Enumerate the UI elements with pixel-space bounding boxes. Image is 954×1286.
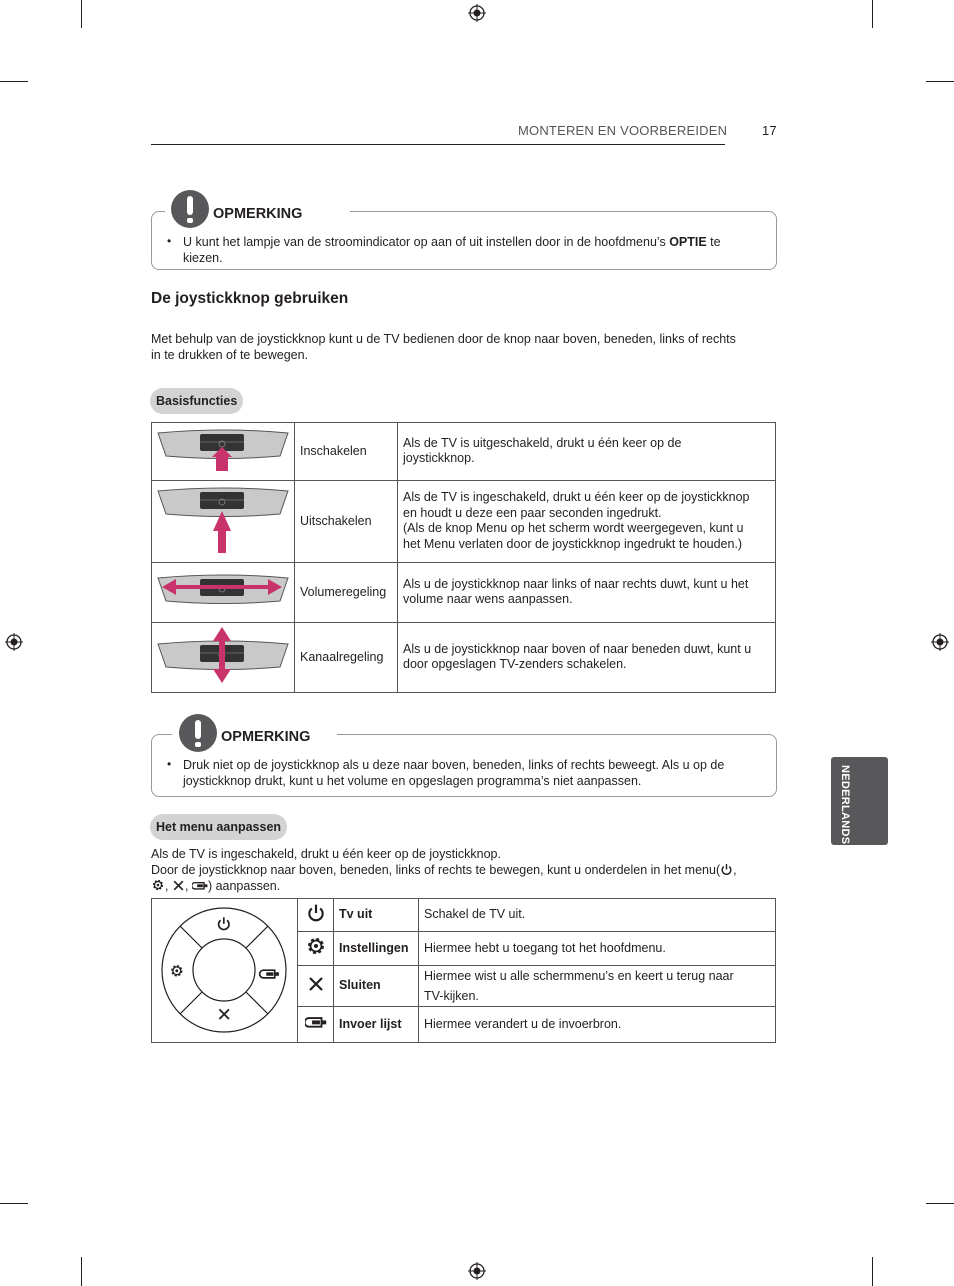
- function-name: Inschakelen: [295, 423, 398, 481]
- section-title: De joystickknop gebruiken: [151, 290, 349, 307]
- function-desc: Als u de joystickknop naar boven of naar beneden duwt, kunt u door opgeslagen TV-zenders schakelen.: [398, 622, 776, 693]
- language-tab: NEDERLANDS: [831, 757, 888, 845]
- crop-mark: [0, 81, 28, 82]
- table-row: [152, 563, 776, 623]
- joystick-hold-diagram: [152, 481, 294, 558]
- function-desc: Als de TV is ingeschakeld, drukt u één keer op de joystickknop en houdt u deze een paar seconden ingedrukt. (Als de knop Menu op het scherm wordt weergegeven, kunt u het Menu verlaten door de joystickknop ingedrukt te houden.): [398, 480, 776, 563]
- bullet: •: [167, 757, 172, 771]
- registration-mark-icon: [468, 4, 486, 22]
- crop-mark: [872, 0, 873, 28]
- joystick-illustration: [152, 622, 295, 693]
- crop-mark: [81, 1257, 82, 1286]
- function-name: Kanaalregeling: [295, 622, 398, 693]
- registration-mark-icon: [5, 633, 23, 651]
- joystick-illustration: [152, 563, 295, 623]
- joystick-menu-illustration: [152, 899, 298, 1043]
- table-row: [152, 622, 776, 693]
- joystick-illustration: [152, 423, 295, 481]
- basic-functions-label: Basisfuncties: [150, 388, 243, 414]
- crop-mark: [0, 1203, 28, 1204]
- gear-icon: [151, 878, 165, 892]
- menu-item-desc: Hiermee wist u alle schermmenu’s en keert u terug naar TV-kijken.: [419, 965, 776, 1006]
- exclamation-icon: [171, 190, 209, 228]
- note-title: OPMERKING: [221, 729, 311, 745]
- menu-item-name: Instellingen: [334, 932, 419, 965]
- table-row: [152, 423, 776, 481]
- note-text: U kunt het lampje van de stroomindicator op aan of uit instellen door in de hoofdmenu’s OPTIE te kiezen.: [183, 235, 721, 265]
- menu-item-name: Invoer lijst: [334, 1007, 419, 1042]
- registration-mark-icon: [931, 633, 949, 651]
- menu-item-name: Tv uit: [334, 899, 419, 932]
- joystick-illustration: [152, 480, 295, 563]
- function-name: Volumeregeling: [295, 563, 398, 623]
- function-desc: Als u de joystickknop naar links of naar rechts duwt, kunt u het volume naar wens aanpassen.: [398, 563, 776, 623]
- menu-item-desc: Schakel de TV uit.: [419, 899, 776, 932]
- joystick-press-diagram: [152, 423, 294, 475]
- input-icon: [305, 1013, 327, 1031]
- basic-functions-table: [151, 422, 776, 693]
- gear-icon: [305, 935, 327, 957]
- close-icon: [172, 879, 185, 892]
- menu-item-desc: Hiermee verandert u de invoerbron.: [419, 1007, 776, 1042]
- crop-mark: [81, 0, 82, 28]
- joystick-volume-diagram: [152, 563, 294, 617]
- section-intro: Met behulp van de joystickknop kunt u de TV bedienen door de knop naar boven, beneden, links of rechts in te drukken of te bewegen.: [151, 332, 736, 362]
- joystick-menu-diagram: [152, 899, 297, 1037]
- power-icon: [720, 863, 733, 876]
- menu-item-name: Sluiten: [334, 965, 419, 1006]
- note-text: Druk niet op de joystickknop als u deze naar boven, beneden, links of rechts beweegt. Als u op de joystickknop drukt, kunt u het volume en opgeslagen programma’s niet aanpassen.: [183, 758, 725, 788]
- bullet: •: [167, 234, 172, 248]
- crop-mark: [872, 1257, 873, 1286]
- crop-mark: [926, 81, 954, 82]
- menu-icon-cell: [298, 965, 334, 1006]
- registration-mark-icon: [468, 1262, 486, 1280]
- page-number: 17: [762, 123, 777, 138]
- menu-adjust-label: Het menu aanpassen: [150, 814, 287, 840]
- menu-intro: Als de TV is ingeschakeld, drukt u één keer op de joystickknop. Door de joystickknop naar boven, beneden, links of rechts te bewegen, kunt u onderdelen in het menu( , , , ) aanpassen.: [151, 847, 737, 893]
- function-desc: Als de TV is uitgeschakeld, drukt u één keer op de joystickknop.: [398, 423, 776, 481]
- input-icon: [192, 879, 208, 892]
- menu-table: [151, 898, 776, 1043]
- table-row: [152, 480, 776, 563]
- table-row: [152, 899, 776, 932]
- menu-icon-cell: [298, 1007, 334, 1042]
- note-title: OPMERKING: [213, 206, 303, 222]
- function-name: Uitschakelen: [295, 480, 398, 563]
- crop-mark: [926, 1203, 954, 1204]
- menu-item-desc: Hiermee hebt u toegang tot het hoofdmenu.: [419, 932, 776, 965]
- header-rule: [151, 144, 725, 145]
- menu-icon-cell: [298, 899, 334, 932]
- menu-icon-cell: [298, 932, 334, 965]
- close-icon: [307, 975, 325, 993]
- header-section-title: MONTEREN EN VOORBEREIDEN: [518, 123, 728, 138]
- power-icon: [306, 903, 326, 923]
- exclamation-icon: [179, 714, 217, 752]
- joystick-channel-diagram: [152, 623, 294, 688]
